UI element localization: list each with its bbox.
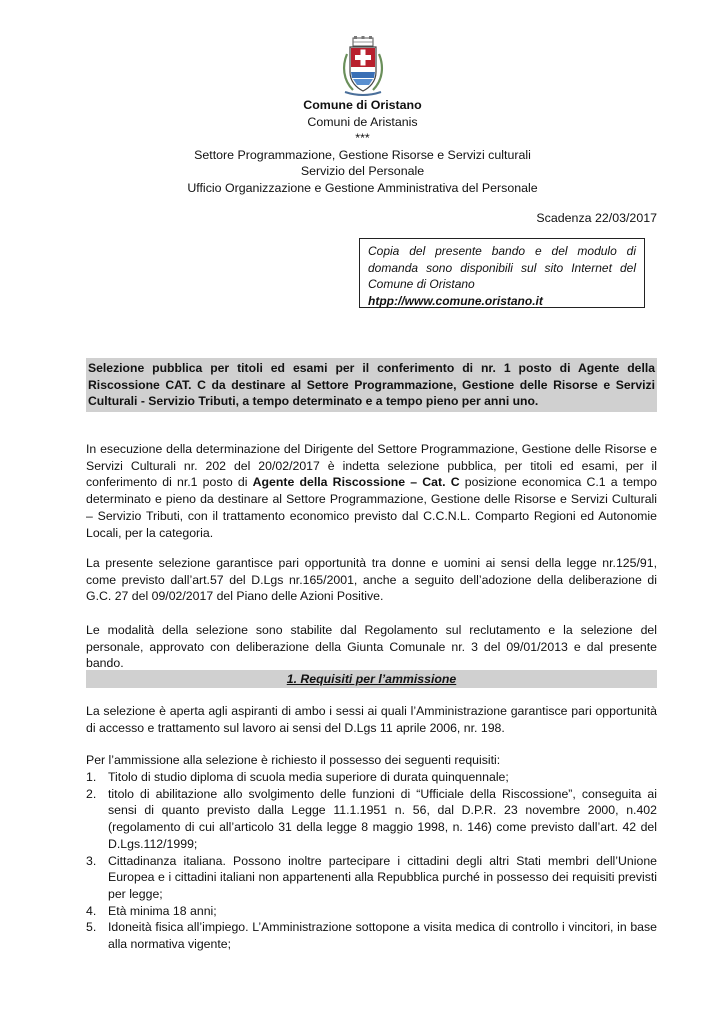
list-item-number: 2. xyxy=(86,786,97,801)
list-item-number: 1. xyxy=(86,770,97,784)
list-item-text: titolo di abilitazione allo svolgimento delle funzioni di “Ufficiale della Riscossione”, conseguita ai sensi di quanto previsto dalla Legge 11.1.1951 n. 56, dal D.P.R. 23 novembre 2000, n.402 (regolamento di cui all’articolo 31 della legge 8 maggio 1998, n. 146) come previsto dall’art. 42 del D.Lgs.112/1999; xyxy=(108,786,657,851)
list-item xyxy=(86,786,657,853)
sector-name: Settore Programmazione, Gestione Risorse e Servizi culturali xyxy=(194,147,531,162)
service-name: Servizio del Personale xyxy=(300,164,425,178)
list-item-text: Età minima 18 anni; xyxy=(108,903,217,918)
list-item-text: Cittadinanza italiana. Possono inoltre partecipare i cittadini degli altri Stati membri dell’Unione Europea e i cittadini italiani non appartenenti alla Repubblica purché in possesso dei requisiti previsti per legge; xyxy=(108,853,657,901)
list-item xyxy=(86,769,657,786)
section-heading-text: 1. Requisiti per l’ammissione xyxy=(286,672,457,686)
intro-text-start: In esecuzione della determinazione del Dirigente del Settore Programmazione, Gestione delle Risorse e Servizi Culturali nr. 202 del 20/02/2017 è indetta selezione pubblica, per titoli ed esami, per il conferimento di nr.1 posto di xyxy=(86,442,657,490)
list-item-text: Titolo di studio diploma di scuola media superiore di durata quinquennale; xyxy=(108,770,509,784)
availability-notice-box xyxy=(359,238,645,308)
admission-paragraph: La selezione è aperta agli aspiranti di ambo i sessi ai quali l’Amministrazione garantisce pari opportunità di accesso e trattamento sul lavoro ai sensi del D.Lgs 11 aprile 2006, nr. 198. xyxy=(86,704,657,735)
municipal-coat-of-arms-icon xyxy=(341,36,385,98)
equal-opportunity-paragraph: La presente selezione garantisce pari opportunità tra donne e uomini ai sensi della legge nr.125/91, come previsto dall’art.57 del D.Lgs nr.165/2001, anche a seguito dell’adozione della deliberazione di G.C. 27 del 09/02/2017 del Piano delle Azioni Positive. xyxy=(86,556,657,604)
list-item-text: Idoneità fisica all’impiego. L’Amministrazione sottopone a visita medica di controllo i vincitori, in base alla normativa vigente; xyxy=(108,920,657,952)
municipality-name: Comune di Oristano xyxy=(303,98,422,112)
header-separator: *** xyxy=(355,131,370,145)
intro-text-end: posizione economica C.1 a tempo determinato e pieno da destinare al Settore Programmazione, Gestione delle Risorse e Servizi Culturali – Servizio Tributi, con il trattamento economico previsto dal C.C.N.L. Comparto Regioni ed Autonomie Locali, per la categoria. xyxy=(86,475,657,540)
website-link[interactable]: htpp://www.comune.oristano.it xyxy=(368,293,543,308)
availability-notice-text: Copia del presente bando e del modulo di domanda sono disponibili sul sito Internet del Comune di Oristano xyxy=(368,244,636,291)
letterhead xyxy=(0,97,725,196)
list-item xyxy=(86,903,657,920)
intro-paragraph xyxy=(86,441,657,541)
list-item xyxy=(86,919,657,952)
requirements-intro: Per l’ammissione alla selezione è richiesto il possesso dei seguenti requisiti: xyxy=(86,753,501,767)
list-item xyxy=(86,853,657,903)
municipality-name-sardinian: Comuni de Aristanis xyxy=(307,114,418,129)
section-heading-requirements xyxy=(86,670,657,688)
list-item-number: 5. xyxy=(86,920,97,935)
list-item-number: 4. xyxy=(86,903,97,918)
intro-position-name: Agente della Riscossione – Cat. C xyxy=(252,475,460,490)
regulation-paragraph: Le modalità della selezione sono stabilite dal Regolamento sul reclutamento e la selezione del personale, approvato con deliberazione della Giunta Comunale nr. 3 del 09/01/2013 e dal presente bando. xyxy=(86,623,657,671)
deadline-date: Scadenza 22/03/2017 xyxy=(536,211,657,225)
requirements-list xyxy=(86,769,657,953)
list-item-number: 3. xyxy=(86,853,97,868)
selection-title: Selezione pubblica per titoli ed esami per il conferimento di nr. 1 posto di Agente della Riscossione CAT. C da destinare al Settore Programmazione, Gestione delle Risorse e Servizi Culturali - Servizio Tributi, a tempo determinato e a tempo pieno per anni uno. xyxy=(86,358,657,412)
office-name: Ufficio Organizzazione e Gestione Amministrativa del Personale xyxy=(187,180,538,195)
